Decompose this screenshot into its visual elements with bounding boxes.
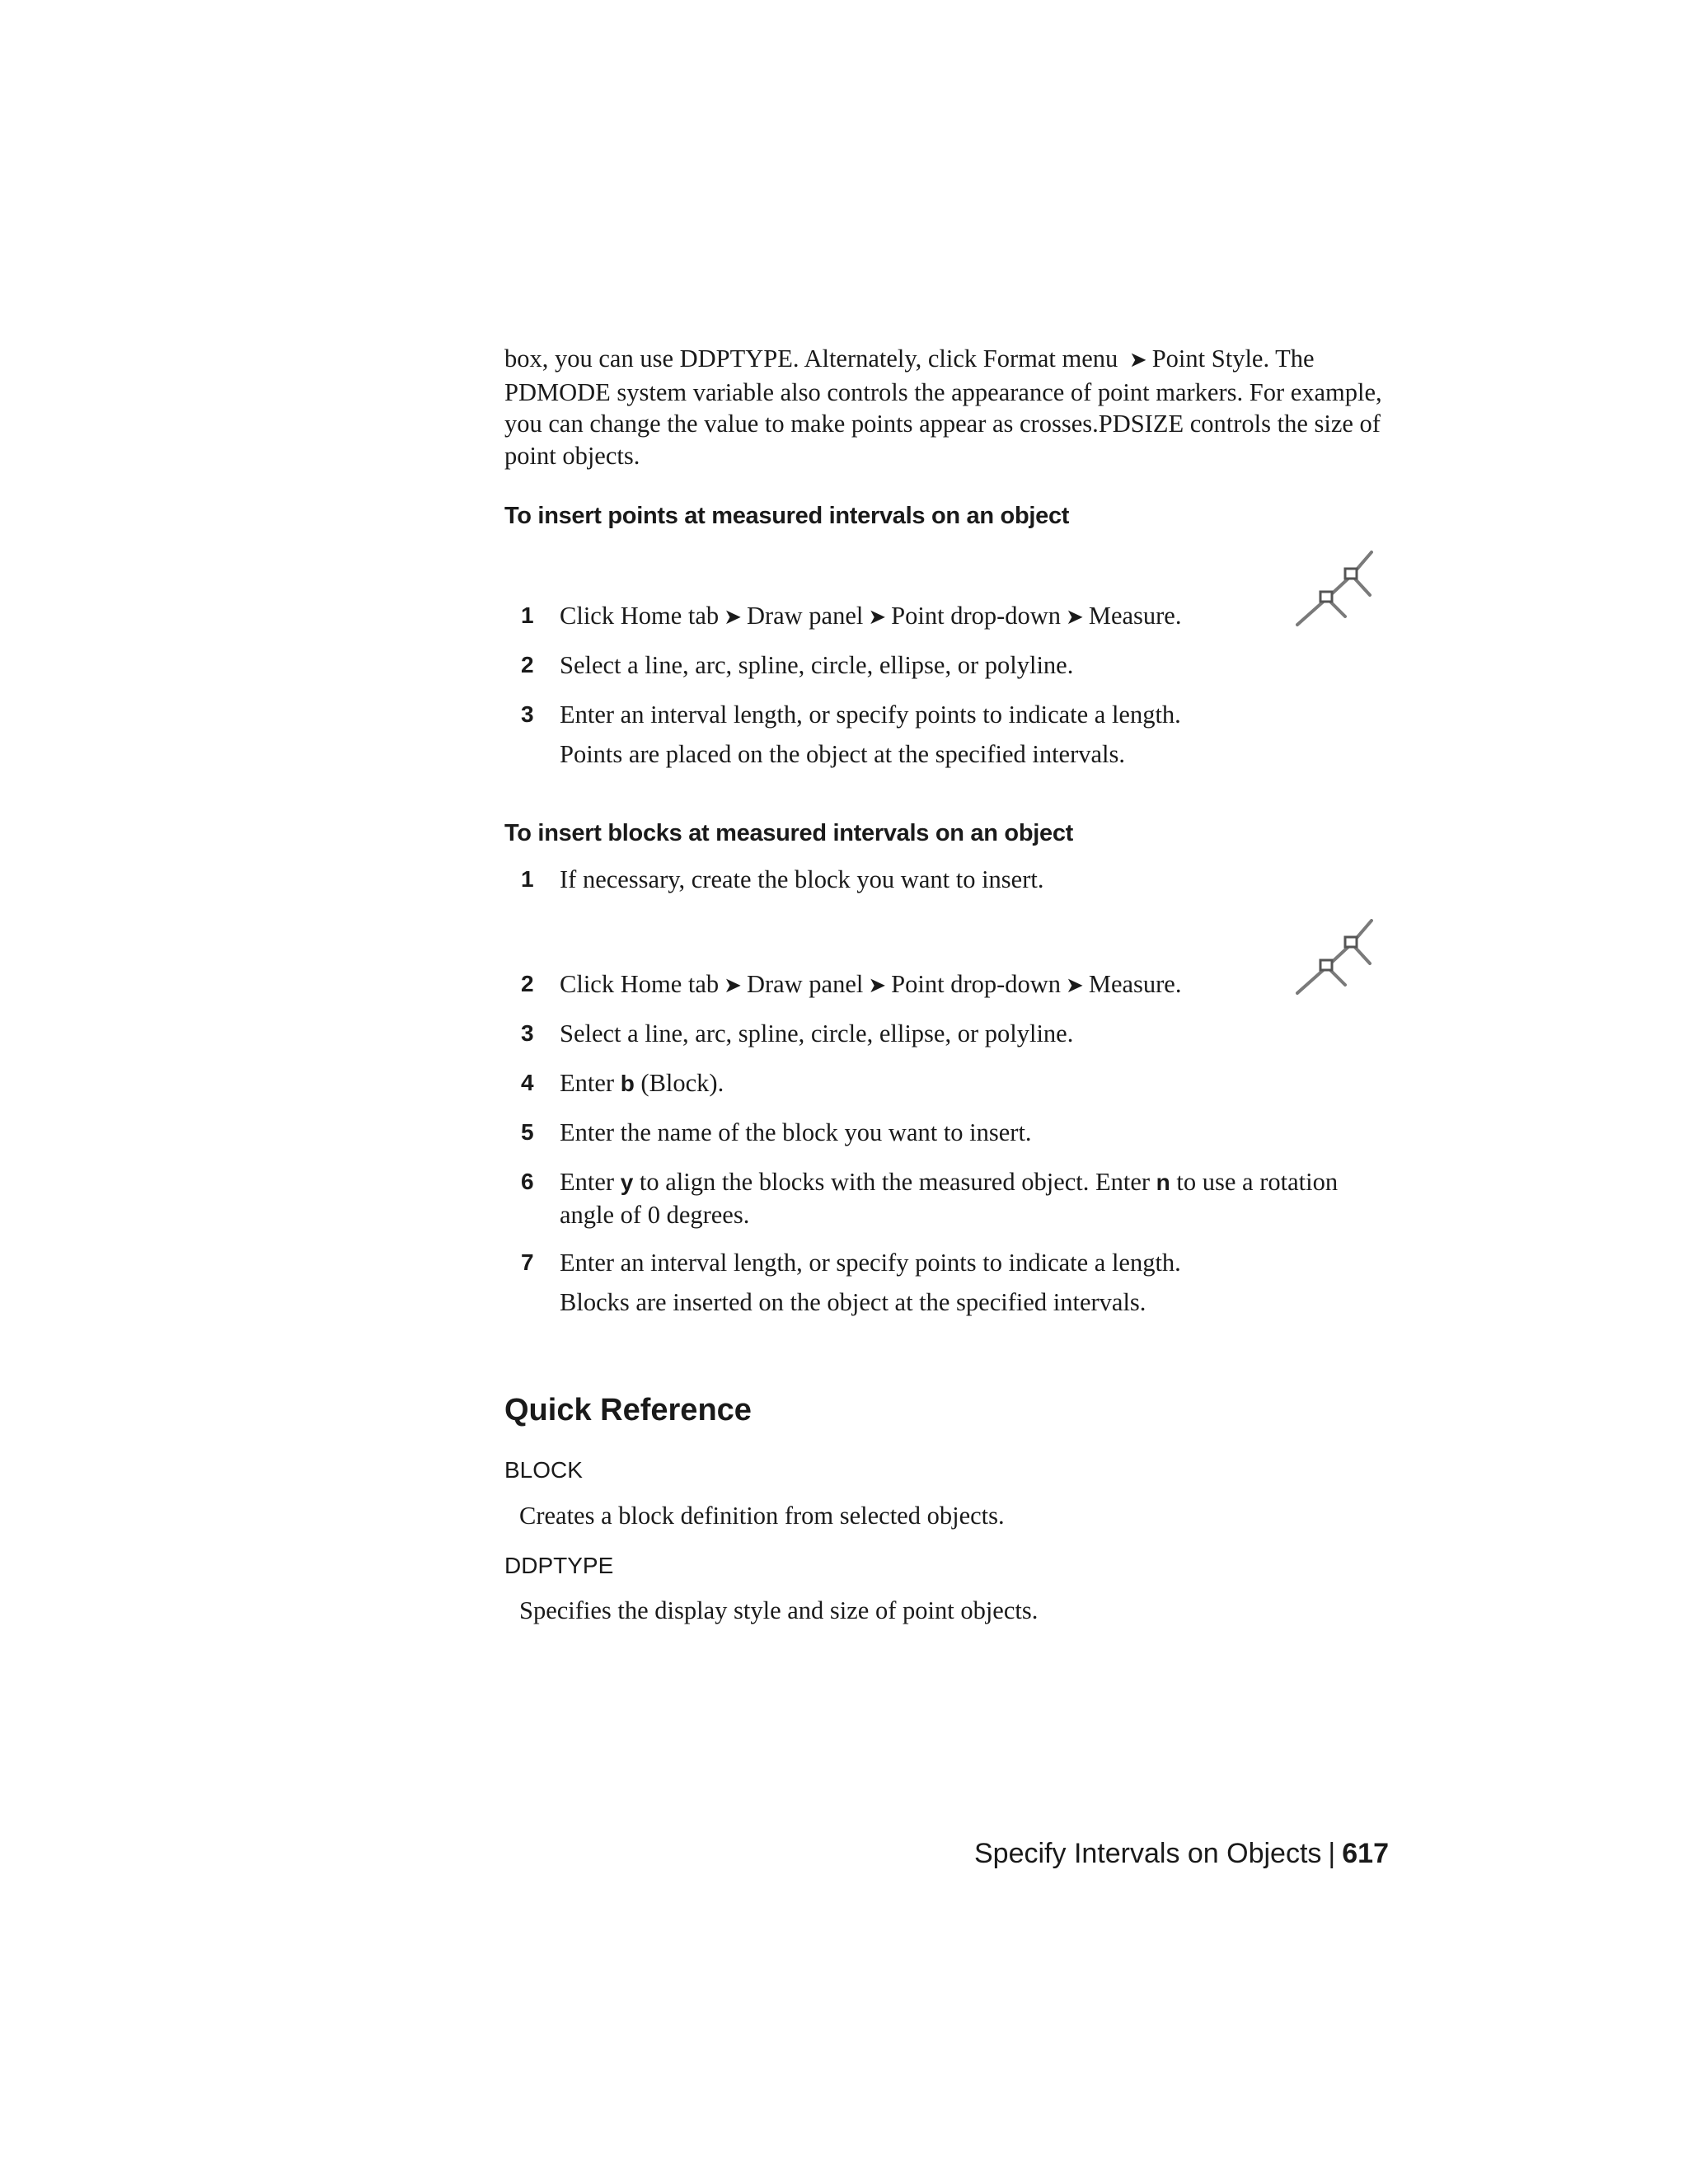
- page-number: 617: [1342, 1838, 1389, 1869]
- path-home-tab: Click Home tab: [560, 970, 720, 998]
- arrow-icon: ➤: [868, 973, 887, 997]
- step-text: [560, 600, 1392, 634]
- page-footer: [974, 1838, 1389, 1870]
- step-text: Enter the name of the block you want to insert.: [560, 1118, 1032, 1146]
- qr-desc-block: Creates a block definition from selected objects.: [519, 1502, 1005, 1530]
- qr-term-block[interactable]: BLOCK: [504, 1457, 583, 1483]
- step-number: 1: [521, 866, 534, 892]
- step-number: 6: [521, 1169, 534, 1194]
- keyword-n: n: [1156, 1169, 1170, 1195]
- path-draw-panel: Draw panel: [746, 970, 864, 998]
- step-text: Enter an interval length, or specify points to indicate a length.: [560, 701, 1181, 729]
- step-number: 1: [521, 602, 534, 628]
- arrow-icon: ➤: [724, 605, 742, 629]
- step-number: 3: [521, 1020, 534, 1046]
- arrow-icon: ➤: [1066, 605, 1084, 629]
- step-number: 3: [521, 701, 534, 727]
- path-measure: Measure.: [1088, 970, 1182, 998]
- arrow-icon: ➤: [1066, 973, 1084, 997]
- measure-icon: [1296, 551, 1373, 628]
- section1-result: Points are placed on the object at the specified intervals.: [560, 740, 1126, 768]
- arrow-icon: ➤: [868, 605, 887, 629]
- step-number: 7: [521, 1249, 534, 1275]
- path-point-dropdown: Point drop-down: [891, 602, 1062, 630]
- qr-desc-ddptype: Specifies the display style and size of point objects.: [519, 1596, 1039, 1624]
- step-text: Select a line, arc, spline, circle, ellipse, or polyline.: [560, 1019, 1074, 1047]
- quick-reference-title: Quick Reference: [504, 1393, 752, 1427]
- path-draw-panel: Draw panel: [746, 602, 864, 630]
- section2-heading: To insert blocks at measured intervals on an object: [504, 820, 1074, 846]
- arrow-icon: ➤: [1128, 348, 1147, 372]
- step-text: Enter b (Block).: [560, 1069, 724, 1097]
- keyword-y: y: [620, 1169, 634, 1195]
- footer-section-title: Specify Intervals on Objects: [974, 1838, 1322, 1869]
- path-measure: Measure.: [1088, 602, 1182, 630]
- path-home-tab: Click Home tab: [560, 602, 720, 630]
- keyword-b: b: [620, 1071, 635, 1096]
- step-text: Enter y to align the blocks with the measured object. Enter n to use a rotation angle of 0 degrees.: [560, 1168, 1339, 1229]
- step-text: Select a line, arc, spline, circle, ellipse, or polyline.: [560, 651, 1074, 679]
- footer-separator: |: [1328, 1838, 1336, 1869]
- step-text: [560, 968, 1392, 1002]
- arrow-icon: ➤: [724, 973, 742, 997]
- intro-text-1: box, you can use DDPTYPE. Alternately, click Format menu: [504, 344, 1118, 373]
- step-number: 2: [521, 652, 534, 677]
- path-point-dropdown: Point drop-down: [891, 970, 1062, 998]
- step-text: Enter an interval length, or specify points to indicate a length.: [560, 1249, 1181, 1277]
- step-number: 4: [521, 1070, 534, 1095]
- step-text: If necessary, create the block you want to insert.: [560, 865, 1044, 893]
- step-number: 2: [521, 971, 534, 996]
- intro-text-2: Point Style. The PDMODE system variable also controls the appearance of point markers. For example, you can change the value to make points appear as crosses.PDSIZE controls the size of point objects.: [504, 344, 1382, 470]
- step-number: 5: [521, 1119, 534, 1145]
- measure-icon: [1296, 919, 1373, 996]
- intro-paragraph: [504, 343, 1390, 471]
- qr-term-ddptype[interactable]: DDPTYPE: [504, 1553, 614, 1578]
- section1-heading: To insert points at measured intervals on an object: [504, 503, 1070, 529]
- section2-result: Blocks are inserted on the object at the specified intervals.: [560, 1288, 1146, 1316]
